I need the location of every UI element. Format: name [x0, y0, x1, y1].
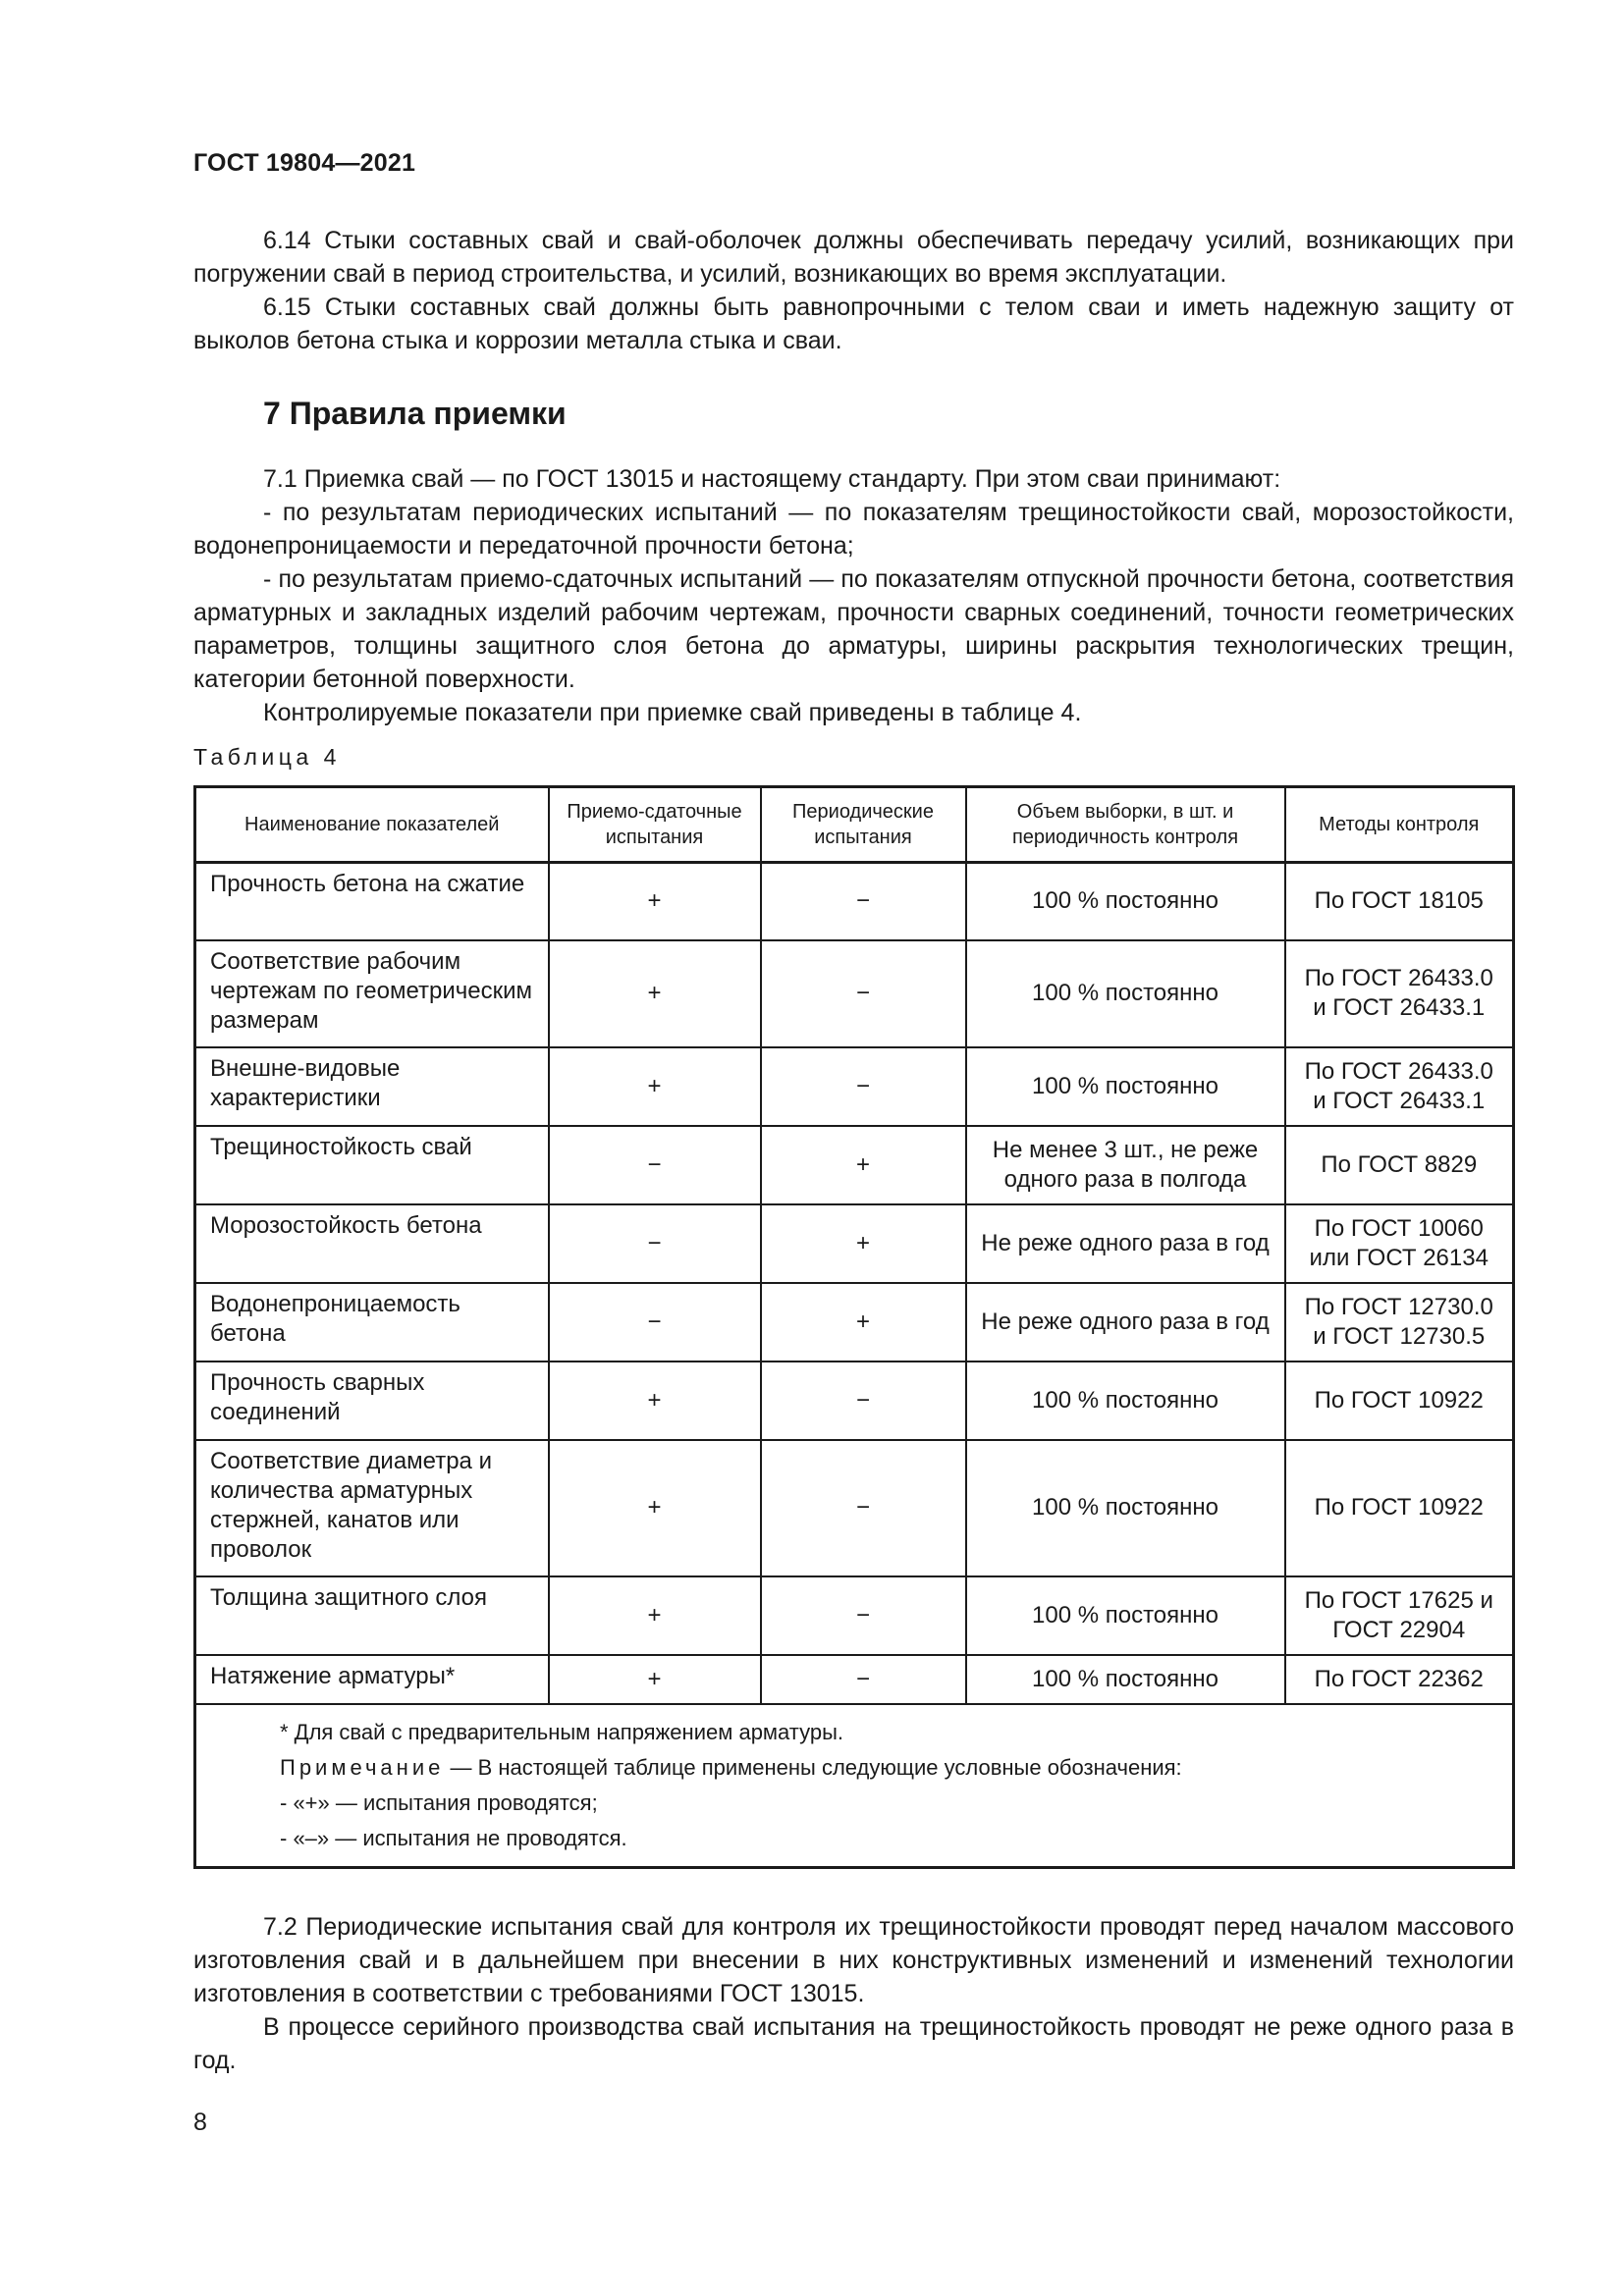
periodic-mark: +	[761, 1204, 966, 1283]
sample-size: Не реже одного раза в год	[966, 1204, 1285, 1283]
table-row	[195, 863, 1514, 940]
table-row	[195, 940, 1514, 1047]
control-method: По ГОСТ 10922	[1285, 1440, 1514, 1576]
acceptance-mark: −	[549, 1204, 761, 1283]
sample-size: Не менее 3 шт., не реже одного раза в полгода	[966, 1126, 1285, 1204]
sample-size: 100 % постоянно	[966, 1440, 1285, 1576]
control-method: По ГОСТ 22362	[1285, 1655, 1514, 1704]
table-caption: Таблица 4	[193, 744, 341, 770]
control-method: По ГОСТ 26433.0 и ГОСТ 26433.1	[1285, 940, 1514, 1047]
sample-size: 100 % постоянно	[966, 1362, 1285, 1440]
sample-size: 100 % постоянно	[966, 940, 1285, 1047]
table-notes	[195, 1704, 1514, 1868]
acceptance-mark: −	[549, 1283, 761, 1362]
periodic-mark: −	[761, 863, 966, 940]
sample-size: 100 % постоянно	[966, 1047, 1285, 1126]
acceptance-mark: +	[549, 1576, 761, 1655]
periodic-mark: −	[761, 1440, 966, 1576]
periodic-mark: +	[761, 1283, 966, 1362]
indicator-name: Толщина защитного слоя	[195, 1576, 549, 1655]
table-row	[195, 1283, 1514, 1362]
document-header: ГОСТ 19804—2021	[193, 149, 416, 177]
indicator-name: Внешне-видовые характеристики	[195, 1047, 549, 1126]
note-item: - «+» — испытания проводятся;	[280, 1789, 598, 1815]
control-method: По ГОСТ 10922	[1285, 1362, 1514, 1440]
sample-size: 100 % постоянно	[966, 1576, 1285, 1655]
paragraph-table-reference: Контролируемые показатели при приемке свай приведены в таблице 4.	[263, 699, 1082, 726]
header-periodic-tests: Периодические испытания	[761, 787, 966, 863]
acceptance-mark: +	[549, 1440, 761, 1576]
indicator-name: Прочность сварных соединений	[195, 1362, 549, 1440]
paragraph-acceptance-tests: - по результатам приемо-сдаточных испытаний — по показателям отпускной прочности бетона, соответствия арматурных и закладных изделий рабочим чертежам, прочности сварных соединений, точности геометрических параметров, толщины защитного слоя бетона до арматуры, ширины раскрытия технологических трещин, категории бетонной поверхности.	[193, 565, 1514, 693]
control-method: По ГОСТ 10060 или ГОСТ 26134	[1285, 1204, 1514, 1283]
table-row	[195, 1440, 1514, 1576]
indicator-name: Водонепроницаемость бетона	[195, 1283, 549, 1362]
table-row	[195, 1362, 1514, 1440]
paragraph-serial-production: В процессе серийного производства свай испытания на трещиностойкость проводят не реже одного раза в год.	[193, 2013, 1514, 2074]
periodic-mark: −	[761, 1362, 966, 1440]
control-indicators-table	[193, 785, 1515, 1869]
acceptance-mark: +	[549, 940, 761, 1047]
sample-size: 100 % постоянно	[966, 1655, 1285, 1704]
header-sample-size: Объем выборки, в шт. и периодичность контроля	[966, 787, 1285, 863]
periodic-mark: −	[761, 940, 966, 1047]
control-method: По ГОСТ 12730.0 и ГОСТ 12730.5	[1285, 1283, 1514, 1362]
note-item: - «–» — испытания не проводятся.	[280, 1825, 627, 1850]
sample-size: 100 % постоянно	[966, 863, 1285, 940]
table-notes-row	[195, 1704, 1514, 1868]
periodic-mark: −	[761, 1655, 966, 1704]
header-acceptance-tests: Приемо-сдаточные испытания	[549, 787, 761, 863]
section-heading: 7 Правила приемки	[263, 396, 567, 431]
control-method: По ГОСТ 17625 и ГОСТ 22904	[1285, 1576, 1514, 1655]
acceptance-mark: −	[549, 1126, 761, 1204]
control-method: По ГОСТ 8829	[1285, 1126, 1514, 1204]
indicator-name: Натяжение арматуры*	[195, 1655, 549, 1704]
table-row	[195, 1204, 1514, 1283]
periodic-mark: −	[761, 1047, 966, 1126]
paragraph-7-2: 7.2 Периодические испытания свай для контроля их трещиностойкости проводят перед началом массового изготовления свай и в дальнейшем при внесении в них конструктивных изменений и изменений технологии изготовления в соответствии с требованиями ГОСТ 13015.	[193, 1913, 1514, 2007]
control-method: По ГОСТ 26433.0 и ГОСТ 26433.1	[1285, 1047, 1514, 1126]
indicator-name: Прочность бетона на сжатие	[195, 863, 549, 940]
control-method: По ГОСТ 18105	[1285, 863, 1514, 940]
periodic-mark: +	[761, 1126, 966, 1204]
indicator-name: Трещиностойкость свай	[195, 1126, 549, 1204]
periodic-mark: −	[761, 1576, 966, 1655]
table-note	[280, 1750, 1498, 1786]
note-text: — В настоящей таблице применены следующие условные обозначения:	[444, 1754, 1182, 1780]
page-number: 8	[193, 2109, 207, 2136]
table-footnote: * Для свай с предварительным напряжением арматуры.	[280, 1719, 844, 1744]
sample-size: Не реже одного раза в год	[966, 1283, 1285, 1362]
table-row	[195, 1126, 1514, 1204]
indicator-name: Морозостойкость бетона	[195, 1204, 549, 1283]
header-control-methods: Методы контроля	[1285, 787, 1514, 863]
acceptance-mark: +	[549, 1362, 761, 1440]
header-indicator-name: Наименование показателей	[195, 787, 549, 863]
note-label: Примечание	[280, 1754, 445, 1780]
table-row	[195, 1576, 1514, 1655]
paragraph-6-14: 6.14 Стыки составных свай и свай-оболочек должны обеспечивать передачу усилий, возникающих при погружении свай в период строительства, и усилий, возникающих во время эксплуатации.	[193, 227, 1514, 288]
paragraph-6-15: 6.15 Стыки составных свай должны быть равнопрочными с телом сваи и иметь надежную защиту от выколов бетона стыка и коррозии металла стыка и сваи.	[193, 294, 1514, 354]
indicator-name: Соответствие рабочим чертежам по геометрическим размерам	[195, 940, 549, 1047]
table-row	[195, 1655, 1514, 1704]
paragraph-7-1: 7.1 Приемка свай — по ГОСТ 13015 и настоящему стандарту. При этом сваи принимают:	[263, 465, 1281, 493]
acceptance-mark: +	[549, 1655, 761, 1704]
table-header-row	[195, 787, 1514, 863]
acceptance-mark: +	[549, 1047, 761, 1126]
indicator-name: Соответствие диаметра и количества арматурных стержней, канатов или проволок	[195, 1440, 549, 1576]
paragraph-periodic-tests: - по результатам периодических испытаний — по показателям трещиностойкости свай, морозостойкости, водонепроницаемости и передаточной прочности бетона;	[193, 499, 1514, 560]
acceptance-mark: +	[549, 863, 761, 940]
table-row	[195, 1047, 1514, 1126]
